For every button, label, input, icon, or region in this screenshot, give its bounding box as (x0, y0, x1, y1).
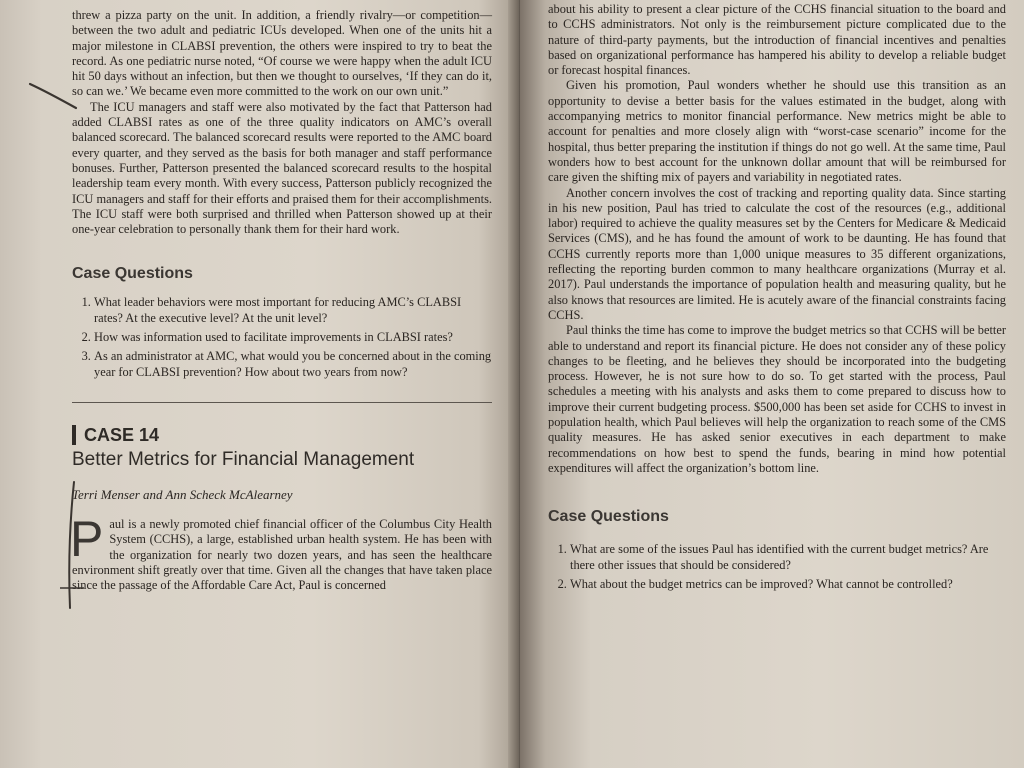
authors: Terri Menser and Ann Scheck McAlearney (72, 486, 293, 502)
case-questions-heading-left: Case Questions (72, 265, 193, 283)
left-paragraph-1: threw a pizza party on the unit. In addition, a friendly rivalry—or competition—between the two adult and pediatric ICUs developed. When one of the units hit a major milestone in CLABSI prevention, the others were inspired to try to beat the record. As one pediatric nurse noted, “Of course we were happy when the adult ICU hit 50 days without an infection, but then we thought to ourselves, ‘If they can do it, so can we.’ We became even more committed to the work on our own unit.” (72, 8, 492, 99)
case-questions-list-left (72, 295, 492, 379)
case-title: Better Metrics for Financial Management (72, 448, 415, 470)
case-questions-heading-right: Case Questions (548, 508, 669, 526)
list-item: 2. How was information used to facilitate improvements in CLABSI rates? (94, 330, 492, 345)
list-item: 1. What leader behaviors were most important for reducing AMC’s CLABSI rates? At the executive level? At the unit level? (94, 295, 492, 326)
list-item: 1. What are some of the issues Paul has identified with the current budget metrics? Are there other issues that should be considered? (570, 542, 1006, 573)
drop-cap: P (70, 510, 104, 567)
right-paragraph-4: Paul thinks the time has come to improve the budget metrics so that CCHS will be better able to understand and report its financial picture. He does not consider any of these policy changes to be fleeting, and he believes they should be incorporated into the budgeting process. However, he is not sure how to do so. To get started with the process, Paul schedules a meeting with his analysts and asks them to come prepared to discuss how to improve their current budgeting process. $500,000 has been set aside for CCHS to invest in population health, which Paul believes will help the organization to reach some of the CMS quality measures. He has asked senior executives in each department to make recommendations on how best to spend the funds, bearing in mind how potential expenditures will affect the organization’s bottom line. (548, 323, 1006, 475)
right-paragraph-2: Given his promotion, Paul wonders whether he should use this transition as an opportunity to devise a better basis for the values estimated in the budget, along with accompanying metrics to monitor financial performance. New metrics might be able to account for penalties and more closely align with “worst-case scenario” income for the hospital, thus better preparing the institution if things do not go well. At the same time, Paul wonders how to best account for the unknown dollar amount that will be reimbursed for care given the shifting mix of payers and variability in negotiated rates. (548, 78, 1006, 185)
list-item: 3. As an administrator at AMC, what would you be concerned about in the coming year for CLABSI prevention? How about two years from now? (94, 349, 492, 380)
list-item: 2. What about the budget metrics can be improved? What cannot be controlled? (570, 577, 1006, 592)
pen-mark-bracket (56, 480, 86, 610)
pen-mark-arrow (28, 80, 78, 110)
right-page (520, 0, 1024, 768)
right-paragraph-1: about his ability to present a clear picture of the CCHS financial situation to the board and to CCHS administrators. Not only is the reimbursement picture complicated due to the nature of third-party payments, but the introduction of financial incentives and penalties based on organizational performance has hampered his ability to develop a reliable budget or forecast hospital finances. (548, 2, 1006, 78)
intro-text: aul is a newly promoted chief financial officer of the Columbus City Health System (CCHS), a large, established urban health system. He has been with the organization for nearly two dozen years, and has seen the healthcare environment shift greatly over that time. Given all the changes that have taken place since the passage of the Affordable Care Act, Paul is concerned (72, 516, 492, 593)
case-questions-list-right (548, 542, 1006, 592)
intro-paragraph (70, 510, 492, 593)
case-number: CASE 14 (72, 425, 492, 445)
right-paragraph-3: Another concern involves the cost of tracking and reporting quality data. Since starting in his new position, Paul has tried to calculate the cost of the resources (e.g., additional labor) required to achieve the quality measures set by the Centers for Medicare & Medicaid Services (CMS), and he has found the amount of work to be daunting. He has found that CCHS currently reports more than 1,000 unique measures to 35 different organizations, reflecting the reporting burden common to many healthcare organizations (Murray et al. 2017). Paul understands the importance of population health and measuring quality, but he also knows that resources are limited. He is acutely aware of the financial constraints facing CCHS. (548, 185, 1006, 322)
left-paragraph-2: The ICU managers and staff were also motivated by the fact that Patterson had added CLABSI rates as one of the three quality indicators on AMC’s overall balanced scorecard. The balanced scorecard results were reported to the AMC board every quarter, and they served as the basis for both manager and staff performance bonuses. Further, Patterson presented the balanced scorecard results to the hospital leadership team every month. With every success, Patterson publicly recognized the ICU managers and staff for their efforts and praised them for their accomplishments. The ICU staff were both surprised and thrilled when Patterson showed up at their one-year celebration to personally thank them for their hard work. (72, 99, 492, 237)
